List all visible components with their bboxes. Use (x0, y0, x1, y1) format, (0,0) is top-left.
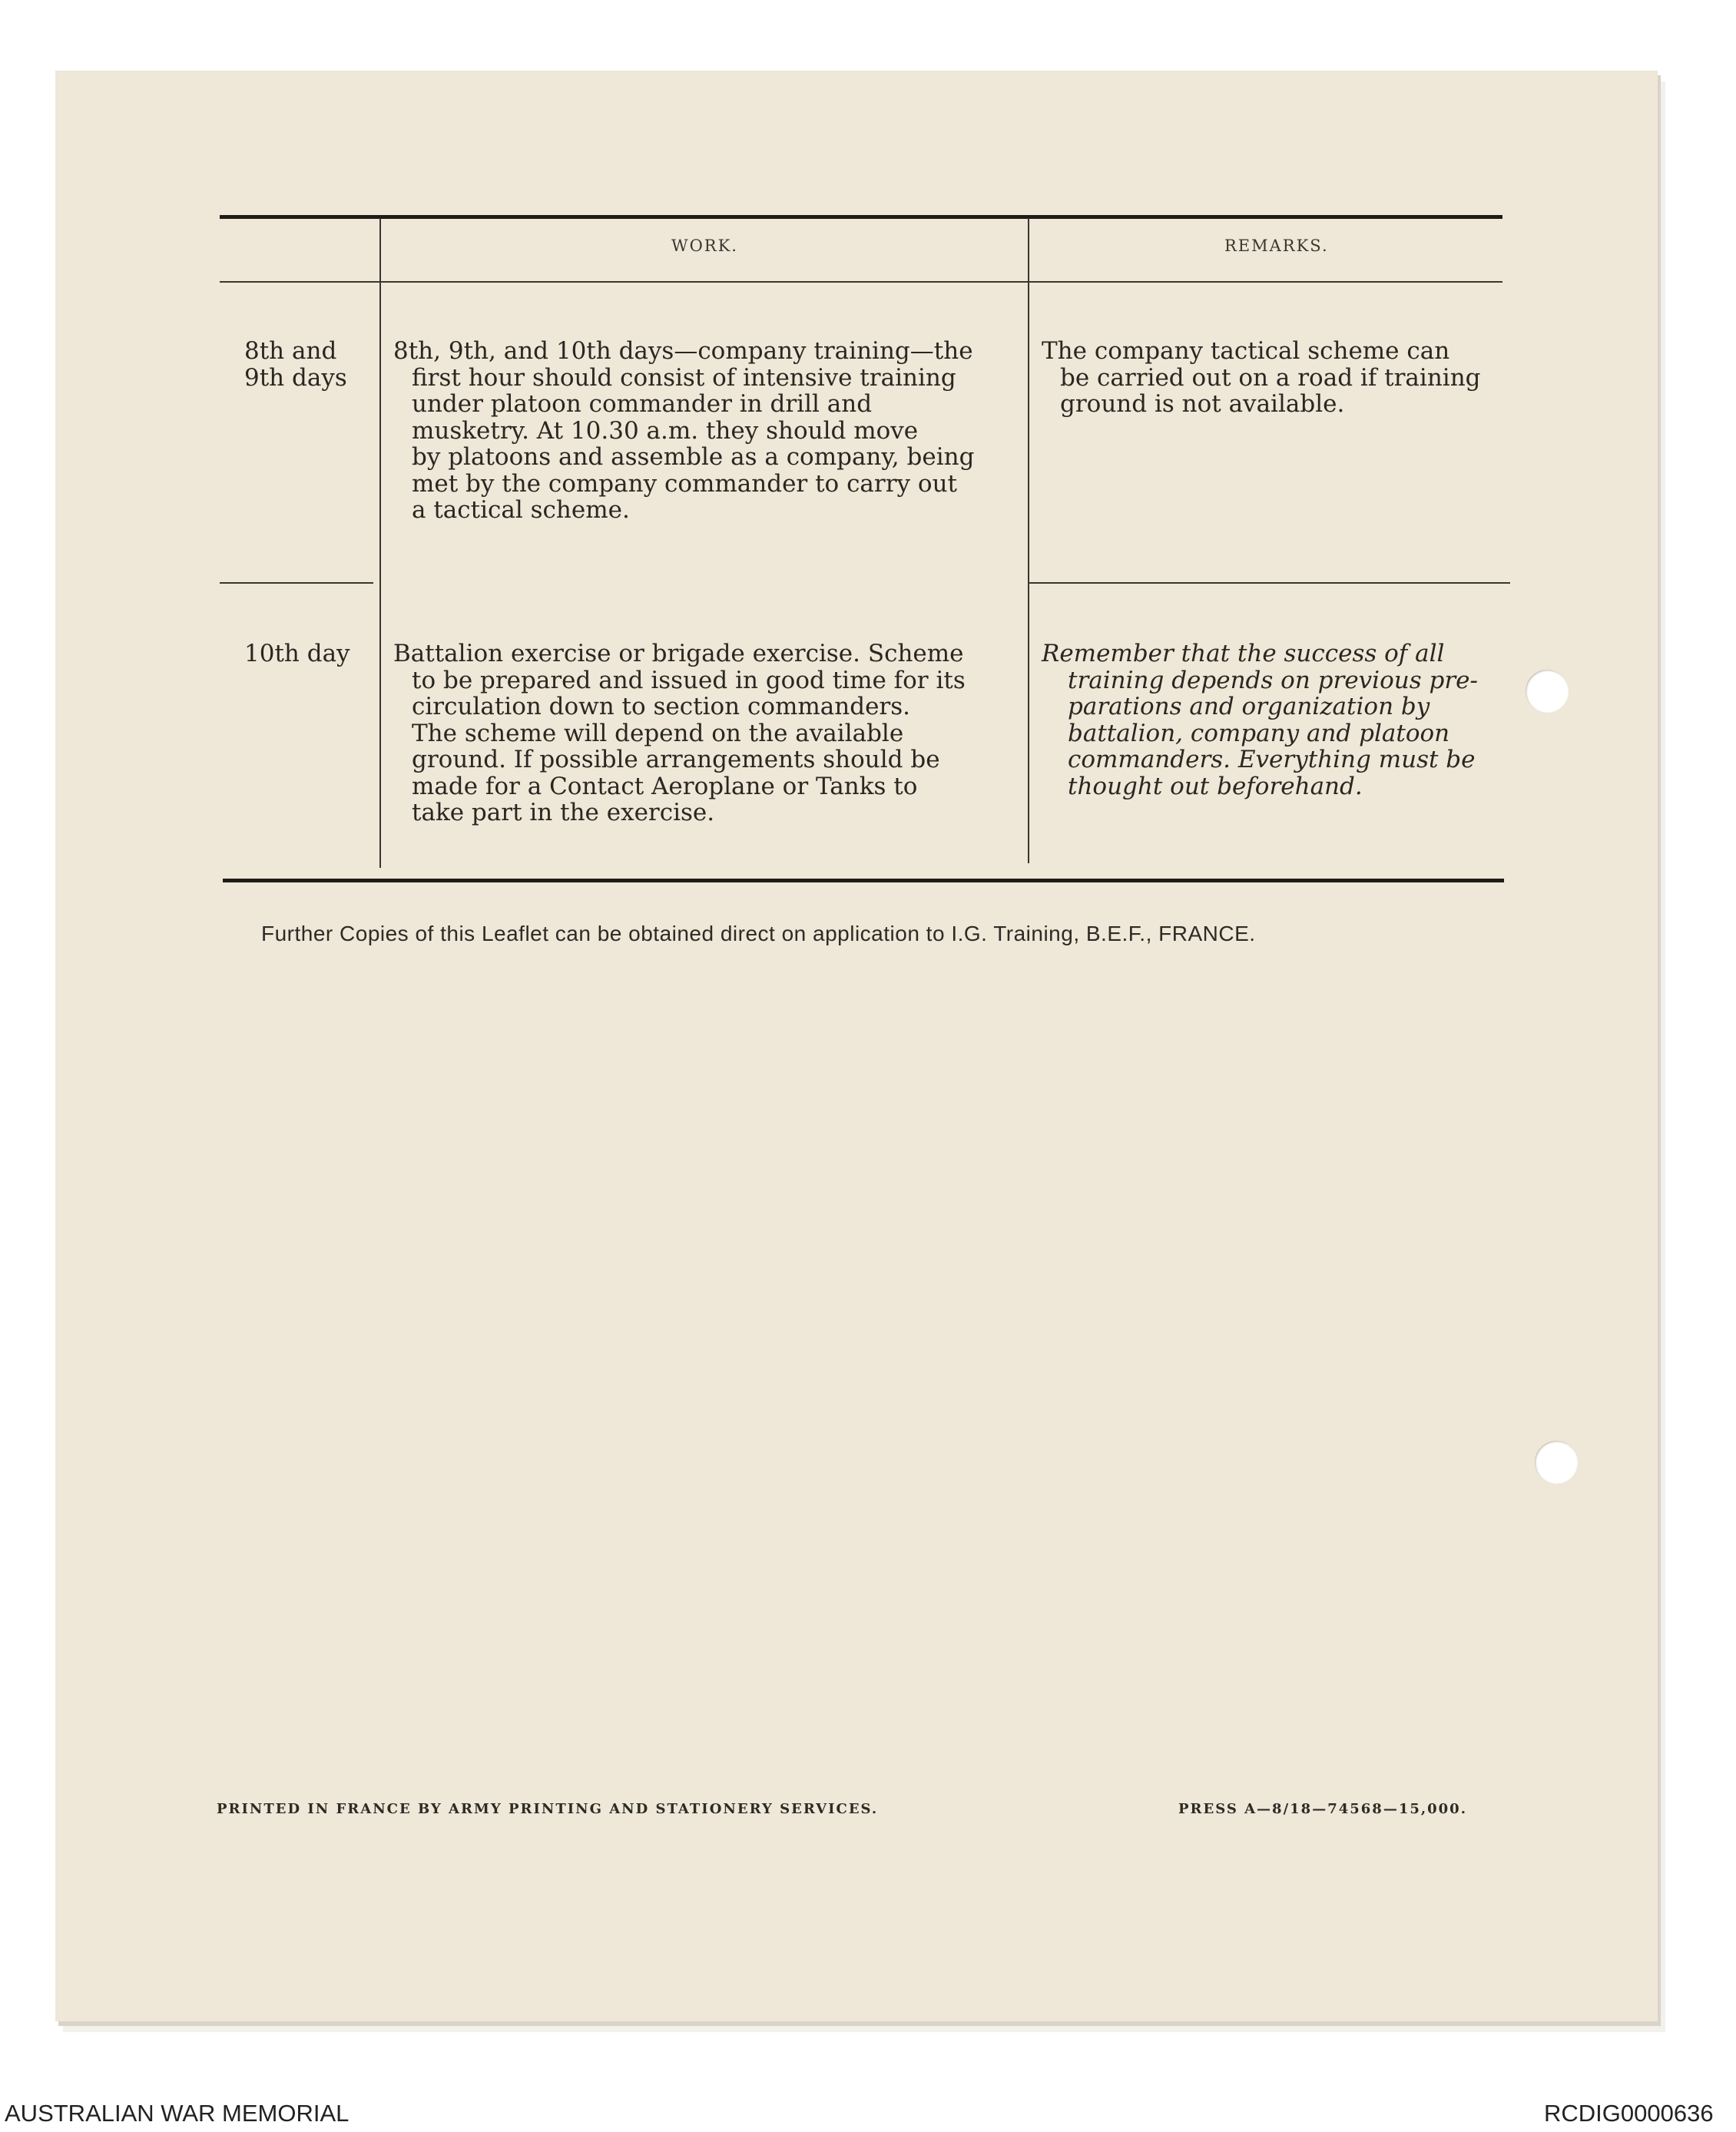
remarks-line: ground is not available. (1060, 390, 1345, 418)
remarks-line: training depends on previous pre- (1068, 666, 1478, 694)
table-column-divider (1028, 218, 1029, 863)
press-line: PRESS A—8/18—74568—15,000. (1178, 1801, 1467, 1817)
row-work-text (393, 338, 1009, 524)
printer-line: PRINTED IN FRANCE BY ARMY PRINTING AND STATIONERY SERVICES. (217, 1801, 879, 1817)
row-remarks-text (1042, 338, 1512, 418)
day-line: 10th day (244, 640, 350, 667)
work-line: met by the company commander to carry out (412, 469, 958, 498)
table-row-divider (220, 582, 373, 584)
work-line: a tactical scheme. (412, 496, 630, 524)
table-column-divider (379, 218, 381, 868)
header-work: WORK. (671, 237, 738, 255)
footer-note: Further Copies of this Leaflet can be obtained direct on application to I.G. Training, B.E.F., FRANCE. (261, 922, 1256, 945)
punch-hole (1526, 670, 1569, 713)
work-line: Battalion exercise or brigade exercise. Scheme (393, 640, 964, 667)
table-bottom-rule (223, 879, 1504, 882)
day-line: 8th and (244, 337, 337, 365)
work-line: by platoons and assemble as a company, being (412, 443, 975, 471)
remarks-line: Remember that the success of all (1042, 640, 1445, 667)
row-remarks-text (1042, 641, 1512, 800)
work-line: The scheme will depend on the available (412, 719, 904, 747)
remarks-line: commanders. Everything must be (1068, 746, 1476, 773)
work-line: musketry. At 10.30 a.m. they should move (412, 416, 919, 445)
row-day-label (244, 338, 375, 391)
remarks-line: The company tactical scheme can (1042, 337, 1450, 365)
work-line: first hour should consist of intensive training (412, 363, 956, 392)
remarks-line: be carried out on a road if training (1060, 363, 1481, 392)
work-line: under platoon commander in drill and (412, 390, 873, 418)
table-header-rule (220, 281, 1502, 283)
punch-hole (1535, 1441, 1578, 1484)
work-line: circulation down to section commanders. (412, 693, 911, 720)
row-work-text (393, 641, 1009, 826)
header-remarks: REMARKS. (1224, 237, 1329, 255)
work-line: take part in the exercise. (412, 799, 715, 826)
row-day-label (244, 641, 375, 667)
remarks-line: thought out beforehand. (1068, 772, 1363, 800)
work-line: ground. If possible arrangements should be (412, 746, 940, 773)
work-line: 8th, 9th, and 10th days—company training—the (393, 337, 973, 365)
archive-label: AUSTRALIAN WAR MEMORIAL (5, 2100, 350, 2127)
table-top-rule (220, 215, 1502, 219)
table-row-divider (1029, 582, 1510, 584)
work-line: made for a Contact Aeroplane or Tanks to (412, 772, 918, 800)
archive-id: RCDIG0000636 (1544, 2100, 1714, 2127)
day-line: 9th days (244, 363, 347, 392)
remarks-line: battalion, company and platoon (1068, 719, 1450, 747)
remarks-line: parations and organization by (1068, 693, 1430, 720)
work-line: to be prepared and issued in good time for its (412, 666, 966, 694)
